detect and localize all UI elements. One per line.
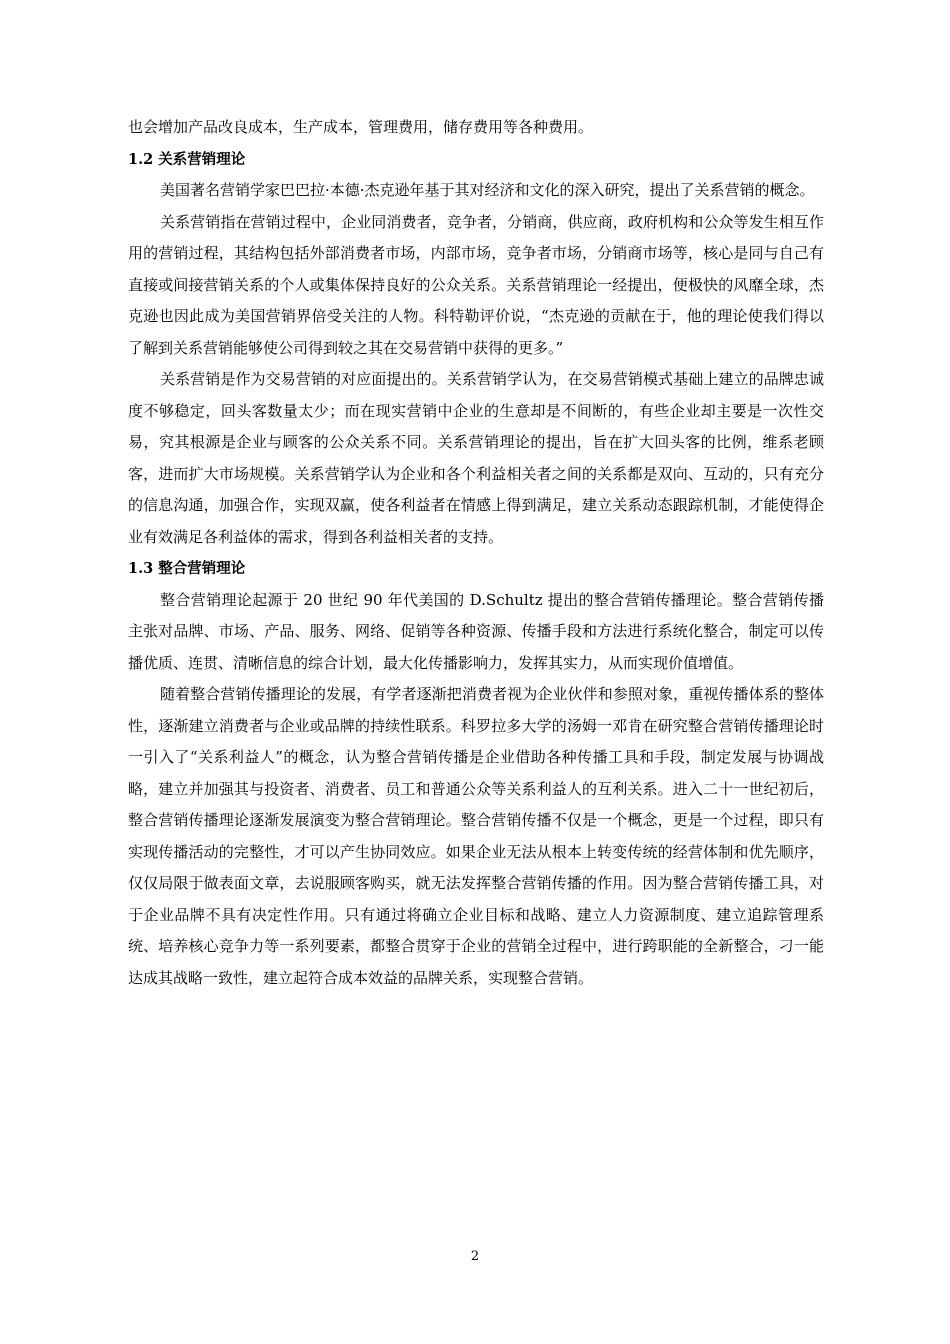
paragraph-1-3-2: 随着整合营销传播理论的发展，有学者逐渐把消费者视为企业伙伴和参照对象，重视传播体系的整体性，逐渐建立消费者与企业或品牌的持续性联系。科罗拉多大学的汤姆一邓肯在研究整合营销传播理论时一引入了“关系利益人”的概念，认为整合营销传播是企业借助各种传播工具和手段，制定发展与协调战略，建立并加强其与投资者、消费者、员工和普通公众等关系利益人的互利关系。进入二十一世纪初后，整合营销传播理论逐渐发展演变为整合营销理论。整合营销传播不仅是一个概念，更是一个过程，即只有实现传播活动的完整性，才可以产生协同效应。如果企业无法从根本上转变传统的经营体制和优先顺序，仅仅局限于做表面文章，去说服顾客购买，就无法发挥整合营销传播的作用。因为整合营销传播工具，对于企业品牌不具有决定性作用。只有通过将确立企业目标和战略、建立人力资源制度、建立追踪管理系统、培养核心竞争力等一系列要素，都整合贯穿于企业的营销全过程中，进行跨职能的全新整合，刁一能达成其战略一致性，建立起符合成本效益的品牌关系，实现整合营销。 <box>128 685 824 987</box>
paragraph-1-2-1: 美国著名营销学家巴巴拉·本德·杰克逊年基于其对经济和文化的深入研究，提出了关系营销的概念。 <box>160 181 815 199</box>
paragraph-1-2-2: 关系营销指在营销过程中，企业同消费者，竞争者，分销商，供应商，政府机构和公众等发生相互作用的营销过程，其结构包括外部消费者市场，内部市场，竞争者市场，分销商市场等，核心是同与自己有直接或间接营销关系的个人或集体保持良好的公众关系。关系营销理论一经提出，便极快的风靡全球，杰克逊也因此成为美国营销界倍受关注的人物。科特勒评价说，“杰克逊的贡献在于，他的理论使我们得以了解到关系营销能够使公司得到较之其在交易营销中获得的更多。” <box>128 212 824 357</box>
document-page <box>128 112 824 994</box>
paragraph-1-3-1: 整合营销理论起源于 20 世纪 90 年代美国的 D.Schultz 提出的整合营销传播理论。整合营销传播主张对品牌、市场、产品、服务、网络、促销等各种资源、传播手段和方法进行系统化整合，制定可以传播优质、连贯、清晰信息的综合计划，最大化传播影响力，发挥其实力，从而实现价值增值。 <box>128 590 824 672</box>
section-heading-1-3: 1.3 整合营销理论 <box>128 560 246 577</box>
section-heading-1-2: 1.2 关系营销理论 <box>128 150 246 168</box>
continuation-paragraph: 也会增加产品改良成本，生产成本，管理费用，储存费用等各种费用。 <box>128 118 594 136</box>
paragraph-1-2-3: 关系营销是作为交易营销的对应面提出的。关系营销学认为，在交易营销模式基础上建立的品牌忠诚度不够稳定，回头客数量太少；而在现实营销中企业的生意却是不间断的，有些企业却主要是一次性交易，究其根源是企业与顾客的公众关系不同。关系营销理论的提出，旨在扩大回头客的比例，维系老顾客，进而扩大市场规模。关系营销学认为企业和各个利益相关者之间的关系都是双向、互动的，只有充分的信息沟通，加强合作，实现双赢，使各利益者在情感上得到满足，建立关系动态跟踪机制，才能使得企业有效满足各利益体的需求，得到各利益相关者的支持。 <box>128 370 824 546</box>
page-number: 2 <box>470 1249 480 1264</box>
